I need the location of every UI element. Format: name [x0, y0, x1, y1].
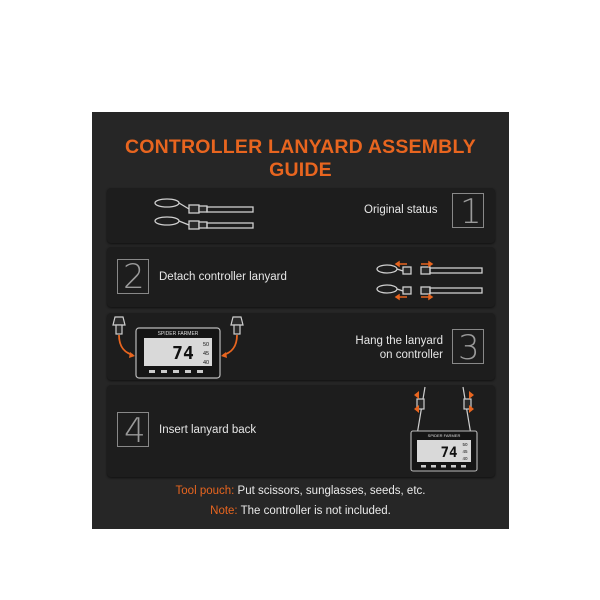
step-2-card [107, 247, 495, 307]
controller-brand-small: SPIDER FARMER [427, 433, 461, 438]
guide-panel [92, 112, 509, 529]
step-4-card [107, 385, 495, 477]
controller-temperature-small: 74 [440, 445, 458, 461]
controller-small-mid-2: 45 [462, 449, 468, 454]
insert-lanyard-illustration [405, 387, 485, 477]
lanyard-pair-illustration [131, 192, 261, 242]
tool-pouch-text: Put scissors, sunglasses, seeds, etc. [234, 485, 426, 497]
step-1-label: Original status [364, 204, 438, 216]
step-3-number: 3 [458, 328, 480, 368]
controller-small-top-2: 50 [462, 442, 468, 447]
controller-small-mid: 45 [202, 351, 210, 357]
step-3-card [107, 313, 495, 380]
note-label: Note: [210, 505, 238, 517]
controller-small-bottom-2: 40 [462, 456, 468, 461]
detach-lanyard-illustration [369, 251, 499, 303]
controller-note [92, 505, 509, 517]
step-2-label: Detach controller lanyard [159, 271, 287, 283]
step-4-number: 4 [124, 411, 146, 451]
controller-hang-illustration [103, 313, 253, 383]
step-3-label-line1: Hang the lanyard [355, 335, 443, 347]
controller-temperature: 74 [172, 343, 194, 364]
controller-small-bottom: 40 [202, 360, 210, 366]
guide-title: CONTROLLER LANYARD ASSEMBLY GUIDE [124, 136, 476, 181]
step-4-label: Insert lanyard back [159, 424, 257, 436]
step-3-label-line2: on controller [379, 349, 443, 361]
controller-brand: SPIDER FARMER [157, 331, 199, 337]
step-1-number: 1 [460, 192, 482, 232]
tool-pouch-note [92, 485, 509, 497]
step-1-card [107, 188, 495, 243]
tool-pouch-label: Tool pouch: [175, 485, 235, 497]
note-text: The controller is not included. [237, 505, 391, 517]
step-2-number: 2 [123, 257, 145, 297]
controller-small-top: 50 [202, 342, 210, 348]
